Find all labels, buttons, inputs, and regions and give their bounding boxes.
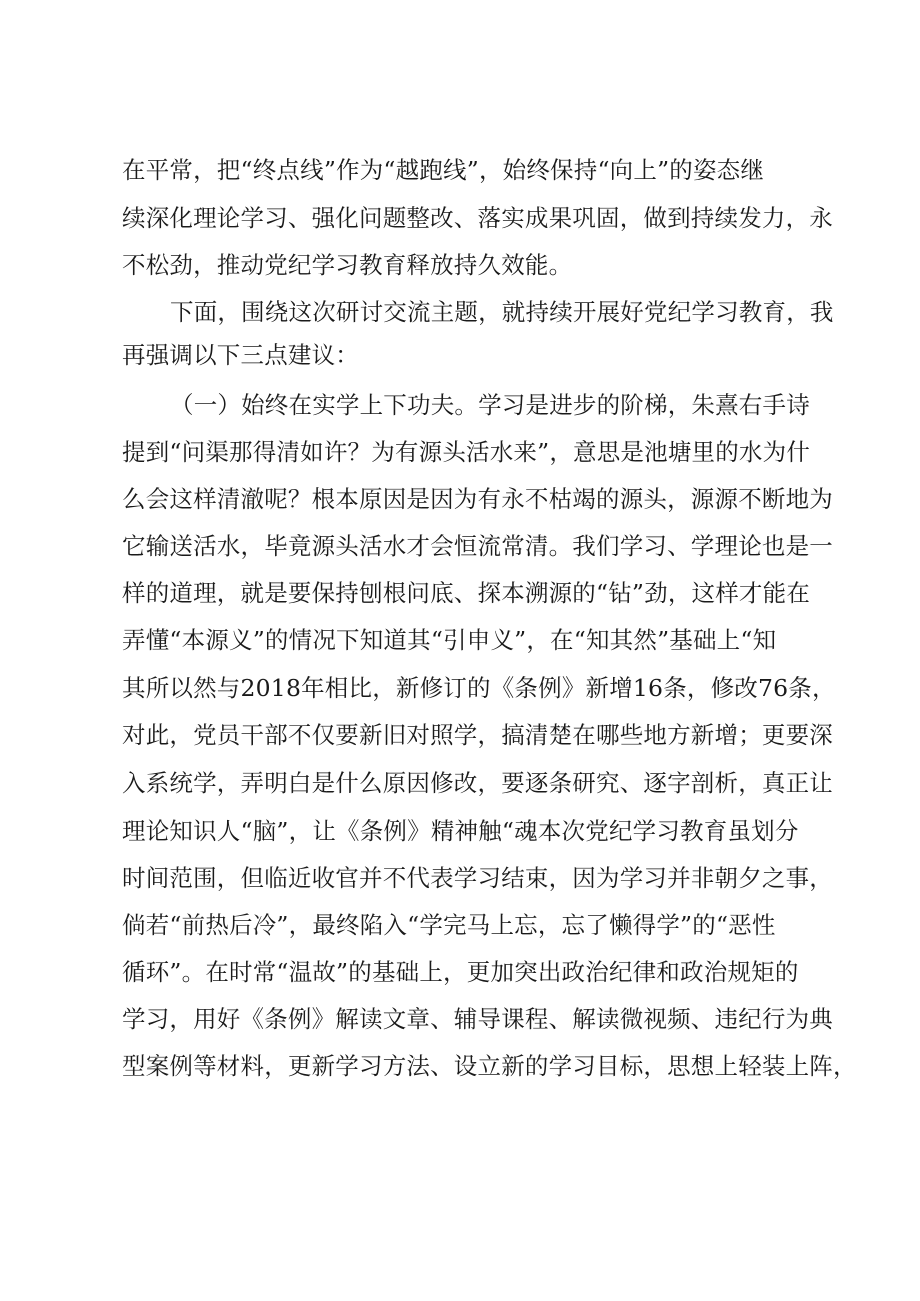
text-line: 弄懂“本源义”的情况下知道其“引申义”，在“知其然”基础上“知	[122, 626, 777, 654]
text-line: 在平常，把“终点线”作为“越跑线”，始终保持“向上”的姿态继	[122, 156, 765, 184]
text-line: 对此，党员干部不仅要新旧对照学，搞清楚在哪些地方新增；更要深	[122, 721, 833, 749]
text-line: 续深化理论学习、强化问题整改、落实成果巩固，做到持续发力，永	[122, 204, 833, 232]
text-line: 它输送活水，毕竟源头活水才会恒流常清。我们学习、学理论也是一	[122, 532, 833, 560]
text-line: 倘若“前热后冷”，最终陷入“学完马上忘，忘了懒得学”的“恶性	[122, 911, 776, 939]
text-line: 型案例等材料，更新学习方法、设立新的学习目标，思想上轻装上阵，	[122, 1052, 857, 1080]
text-line: 提到“问渠那得清如许？为有源头活水来”，意思是池塘里的水为什	[122, 438, 811, 466]
text-line: 理论知识人“脑”，让《条例》精神触“魂本次党纪学习教育虽划分	[122, 817, 799, 845]
text-line: 学习，用好《条例》解读文章、辅导课程、解读微视频、违纪行为典	[122, 1005, 833, 1033]
text-line: 么会这样清澈呢？根本原因是因为有永不枯竭的源头，源源不断地为	[122, 485, 833, 513]
text-line: 时间范围，但临近收官并不代表学习结束，因为学习并非朝夕之事，	[122, 864, 833, 892]
text-line: 其所以然与2018年相比，新修订的《条例》新增16条，修改76条，	[122, 674, 836, 702]
section-heading-line: （一）始终在实学上下功夫。学习是进步的阶梯，朱熹右手诗	[170, 391, 810, 419]
text-line: 再强调以下三点建议：	[122, 341, 359, 369]
text-line: 入系统学，弄明白是什么原因修改，要逐条研究、逐字剖析，真正让	[122, 769, 833, 797]
text-line: 循环”。在时常“温故”的基础上，更加突出政治纪律和政治规矩的	[122, 958, 799, 986]
text-line: 样的道理，就是要保持刨根问底、探本溯源的“钻”劲，这样才能在	[122, 579, 811, 607]
text-line: 不松劲，推动党纪学习教育释放持久效能。	[122, 251, 573, 279]
text-line: 下面，围绕这次研讨交流主题，就持续开展好党纪学习教育，我	[170, 298, 834, 326]
